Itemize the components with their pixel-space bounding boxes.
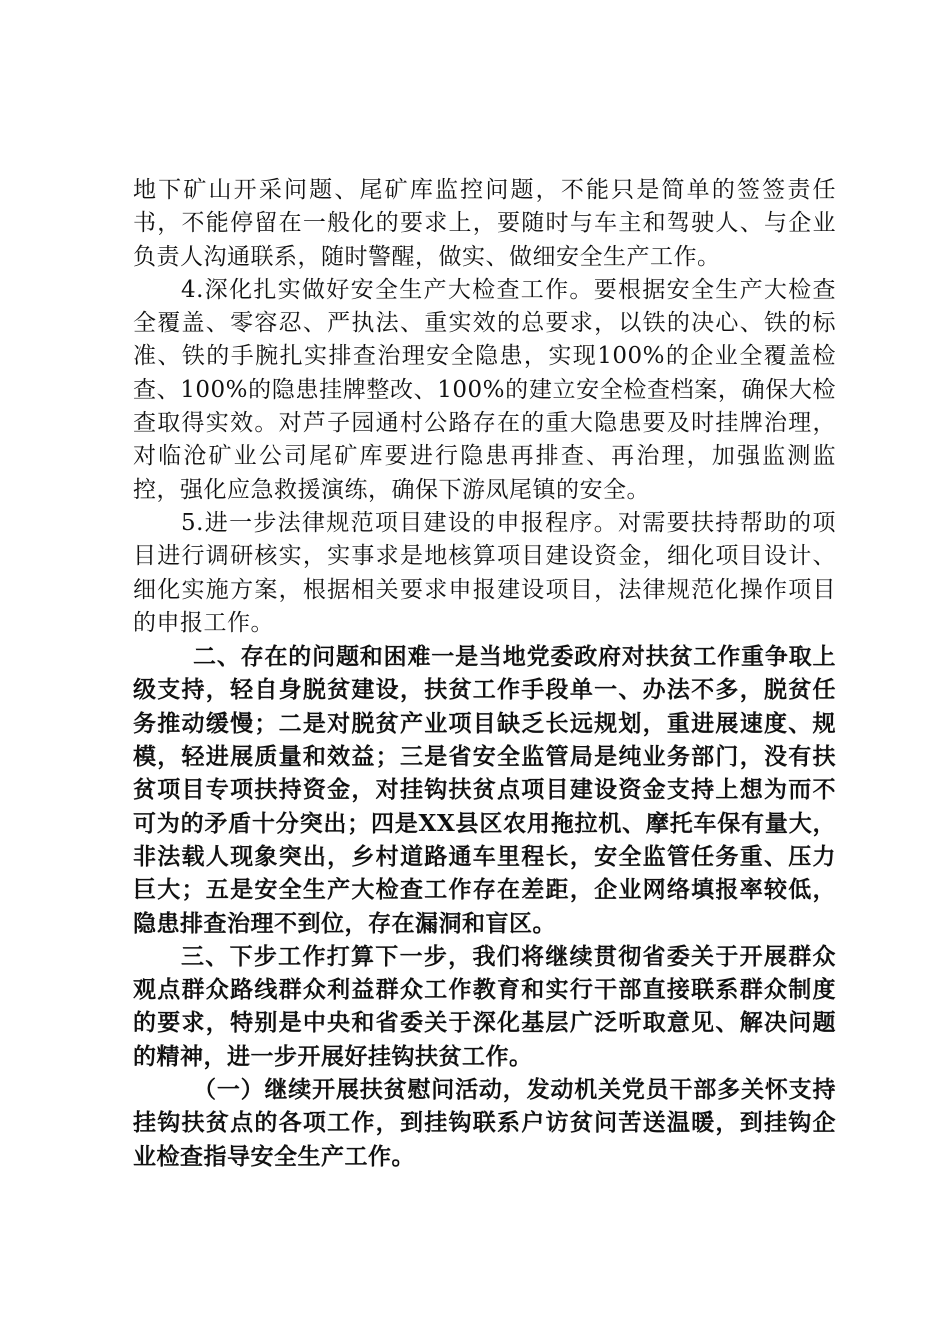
paragraph-subsection-1: （一）继续开展扶贫慰问活动，发动机关党员干部多关怀支持挂钩扶贫点的各项工作，到挂钩联系户访贫问苦送温暖，到挂钩企业检查指导安全生产工作。 (133, 1076, 836, 1170)
document-body (133, 174, 836, 1173)
paragraph-continuation: 地下矿山开采问题、尾矿库监控问题，不能只是简单的签签责任书，不能停留在一般化的要求上，要随时与车主和驾驶人、与企业负责人沟通联系，随时警醒，做实、做细安全生产工作。 (133, 177, 836, 270)
paragraph-item-4: 4.深化扎实做好安全生产大检查工作。要根据安全生产大检查全覆盖、零容忍、严执法、重实效的总要求，以铁的决心、铁的标准、铁的手腕扎实排查治理安全隐患，实现100%的企业全覆盖检查、100%的隐患挂牌整改、100%的建立安全检查档案，确保大检查取得实效。对芦子园通村公路存在的重大隐患要及时挂牌治理，对临沧矿业公司尾矿库要进行隐患再排查、再治理，加强监测监控，强化应急救援演练，确保下游凤尾镇的安全。 (133, 276, 836, 503)
paragraph-item-5: 5.进一步法律规范项目建设的申报程序。对需要扶持帮助的项目进行调研核实，实事求是地核算项目建设资金，细化项目设计、细化实施方案，根据相关要求申报建设项目，法律规范化操作项目的申报工作。 (133, 509, 836, 636)
paragraph-section-2: 二、存在的问题和困难一是当地党委政府对扶贫工作重争取上级支持，轻自身脱贫建设，扶贫工作手段单一、办法不多，脱贫任务推动缓慢；二是对脱贫产业项目缺乏长远规划，重进展速度、规模，轻进展质量和效益；三是省安全监管局是纯业务部门，没有扶贫项目专项扶持资金，对挂钩扶贫点项目建设资金支持上想为而不可为的矛盾十分突出；四是XX县区农用拖拉机、摩托车保有量大，非法载人现象突出，乡村道路通车里程长，安全监管任务重、压力巨大；五是安全生产大检查工作存在差距，企业网络填报率较低，隐患排查治理不到位，存在漏洞和盲区。 (133, 643, 836, 937)
paragraph-section-3: 三、下步工作打算下一步，我们将继续贯彻省委关于开展群众观点群众路线群众利益群众工作教育和实行干部直接联系群众制度的要求，特别是中央和省委关于深化基层广泛听取意见、解决问题的精神，进一步开展好挂钩扶贫工作。 (133, 942, 836, 1070)
